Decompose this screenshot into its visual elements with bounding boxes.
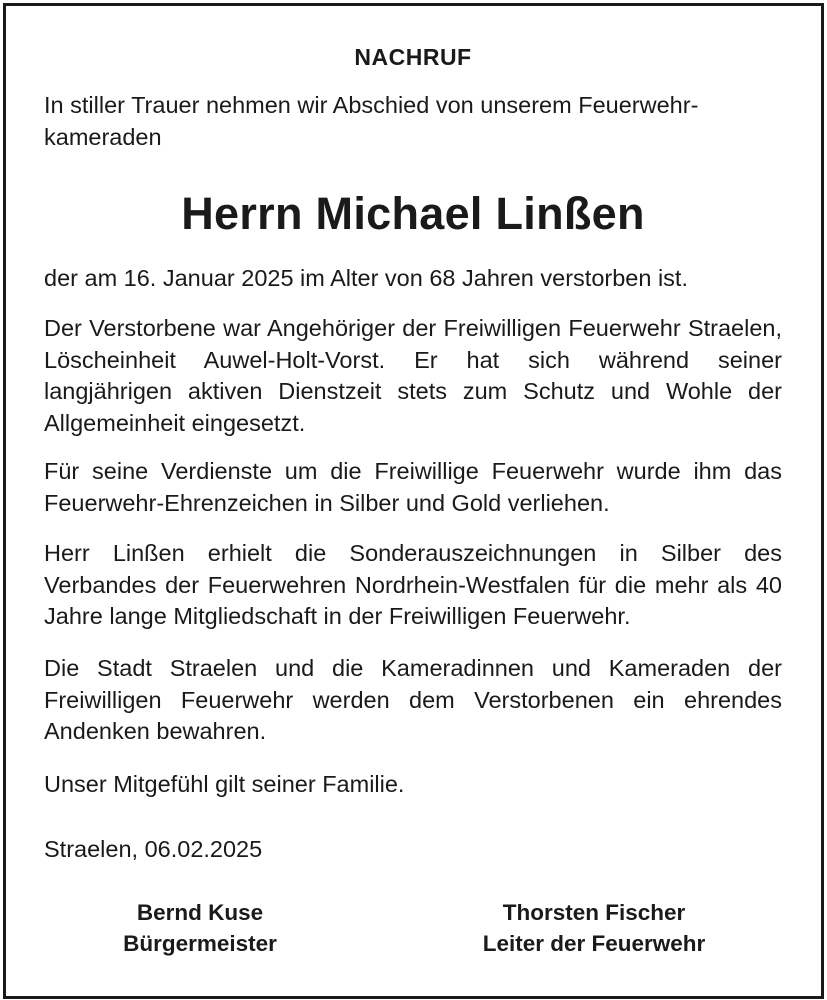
memory-paragraph: Die Stadt Straelen und die Kameradinnen und Kameraden der Freiwilligen Feuerwehr werden dem Verstorbenen ein ehrendes Andenken bewahren. xyxy=(44,655,782,744)
service-paragraph: Der Verstorbene war Angehöriger der Freiwilligen Feuerwehr Straelen, Löscheinheit Auwel-Holt-Vorst. Er hat sich während seiner langjährigen aktiven Dienstzeit stets zum Schutz und Wohle der Allgemeinheit eingesetzt. xyxy=(44,315,782,436)
signatory-name: Thorsten Fischer xyxy=(502,900,686,925)
place-date: Straelen, 06.02.2025 xyxy=(44,836,263,862)
signatory-title: Leiter der Feuerwehr xyxy=(482,931,706,956)
signatory-mayor xyxy=(90,897,310,959)
awards-paragraph: Herr Linßen erhielt die Sonderauszeichnungen in Silber des Verbandes der Feuerwehren Nordrhein-Westfalen für die mehr als 40 Jahre lange Mitgliedschaft in der Freiwilligen Feuerwehr. xyxy=(44,540,782,629)
signatory-name: Bernd Kuse xyxy=(136,900,264,925)
signatory-title: Bürgermeister xyxy=(123,931,277,956)
sympathy-line: Unser Mitgefühl gilt seiner Familie. xyxy=(44,771,405,797)
honors-paragraph: Für seine Verdienste um die Freiwillige Feuerwehr wurde ihm das Feuerwehr-Ehrenzeichen in Silber und Gold verliehen. xyxy=(44,458,782,516)
signatory-fire-chief xyxy=(444,897,744,959)
deceased-name: Herrn Michael Linßen xyxy=(181,188,645,239)
death-line: der am 16. Januar 2025 im Alter von 68 Jahren verstorben ist. xyxy=(44,265,688,291)
intro-text: In stiller Trauer nehmen wir Abschied von unserem Feuerwehrkameraden xyxy=(44,92,699,150)
notice-heading: NACHRUF xyxy=(354,44,472,70)
